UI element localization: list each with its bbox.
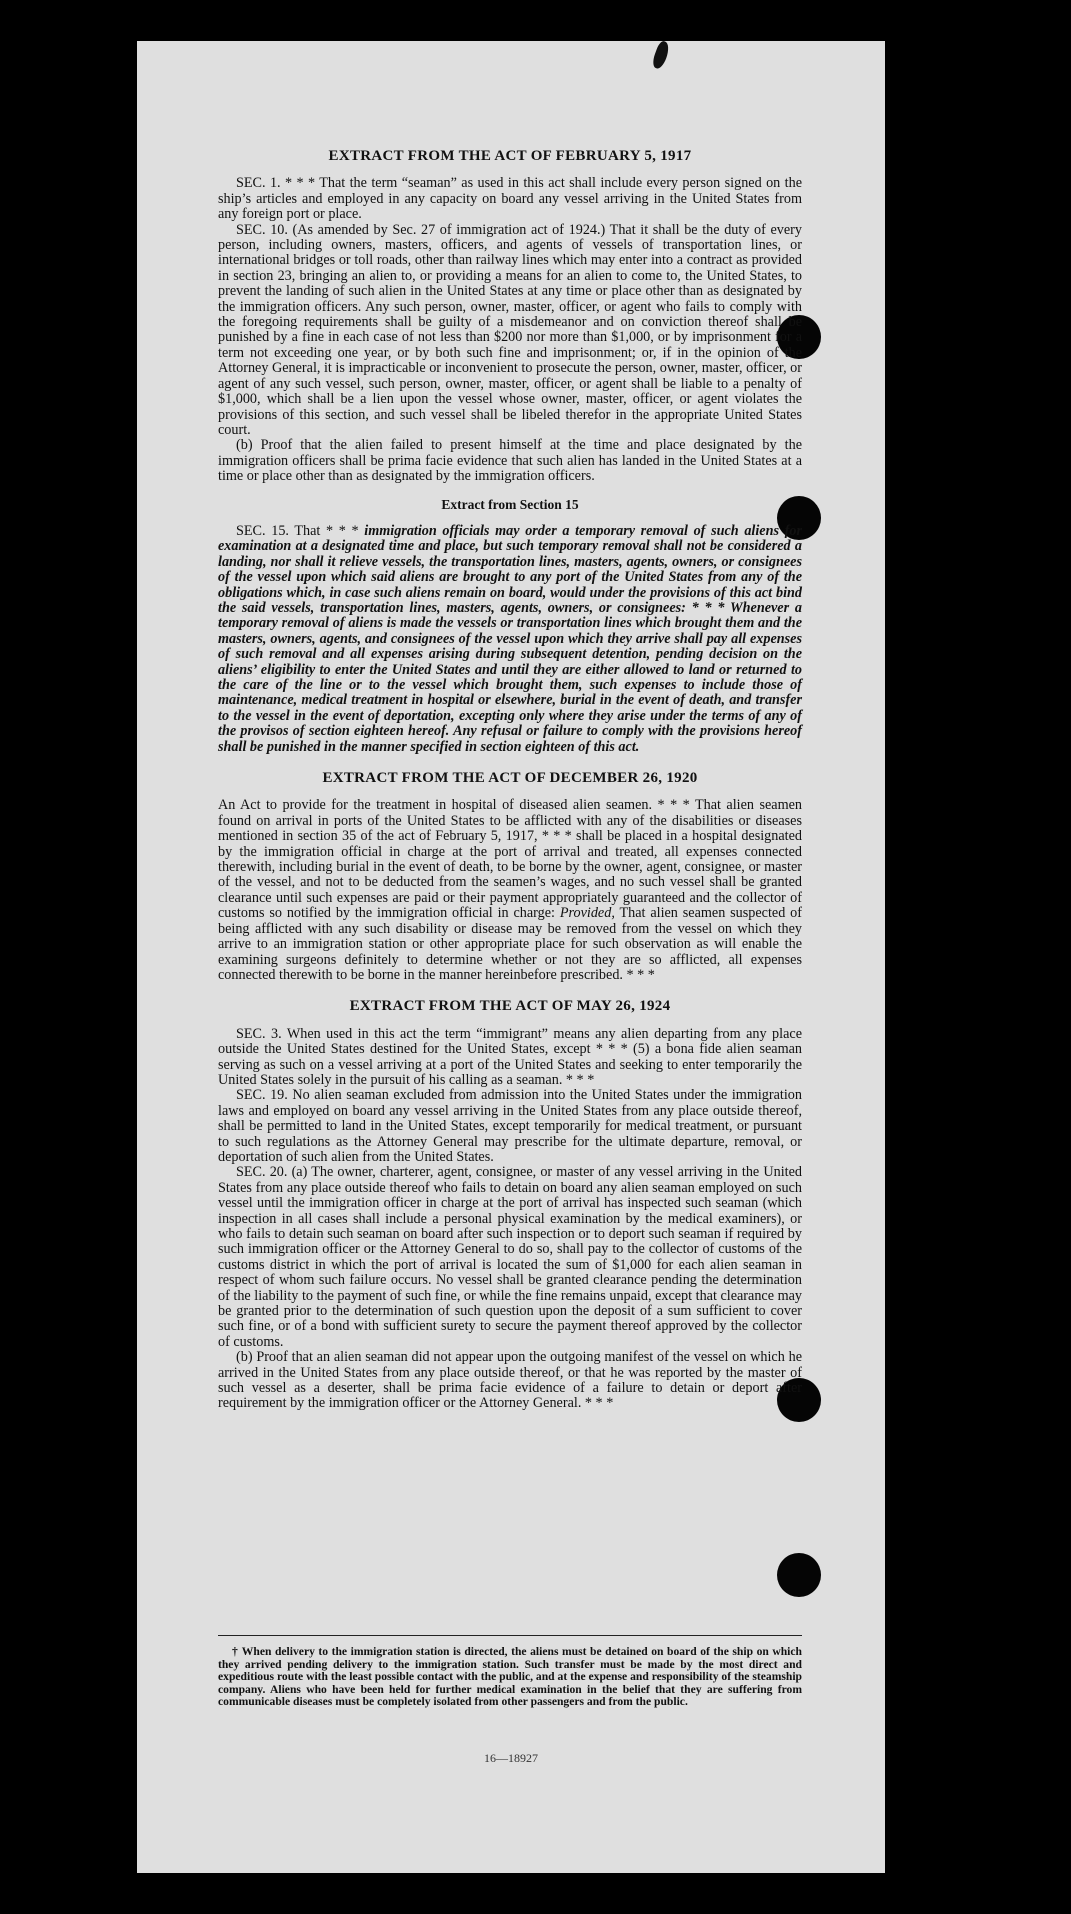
paragraph-sec20-b: (b) Proof that an alien seaman did not appear upon the outgoing manifest of the vessel on which he arrived in the United States from any place outside thereof, or that he was reported by the master of such vessel as a deserter, shall be prima facie evidence of a failure to detain or deport after requirement by the immigration officer or the Attorney General. * * * (218, 1349, 802, 1412)
document-page (137, 41, 885, 1873)
section-title-1924: EXTRACT FROM THE ACT OF MAY 26, 1924 (349, 998, 671, 1015)
ink-mark (651, 40, 672, 70)
section-title-sec15: Extract from Section 15 (441, 496, 579, 512)
paragraph-sec15 (218, 524, 802, 755)
paragraph-sec3: SEC. 3. When used in this act the term “immigrant” means any alien departing from any place outside the United States destined for the United States, except * * * (5) a bona fide alien seaman serving as such on a vessel arriving at a port of the United States and seeking to enter temporarily the United States solely in the pursuit of his calling as a seaman. * * * (218, 1025, 802, 1088)
section-title-1917: EXTRACT FROM THE ACT OF FEBRUARY 5, 1917 (328, 148, 692, 164)
punch-hole-4 (777, 1553, 821, 1597)
sec15-lead: SEC. 15. That * * * (236, 522, 365, 539)
act-1920-lead: An Act to provide for the treatment in hospital of diseased alien seamen. * * * That alien seamen found on arrival in ports of the United States to be afflicted with any of the disabilities or diseases mentioned in section 35 of the act of February 5, 1917, * * * shall be placed in a hospital designated by the immigration official in charge at the port of arrival and treated, all expenses connected therewith, including burial in the event of death, to be borne by the owner, agent, consignee, or master of the vessel, and not to be deducted from the seamen’s wages, and no such vessel shall be granted clearance until such expenses are paid or their payment appropriately guaranteed and the collector of customs so notified by the immigration official in charge: (218, 797, 802, 922)
footnote-text: † When delivery to the immigration station is directed, the aliens must be detained on board of the ship on which they arrived pending delivery to the immigration station. Such transfer must be made by the most direct and expeditious route with the least possible contact with the public, and at the expense and responsibility of the steamship company. Aliens who have been held for further medical examination in the belief that they are suffering from communicable diseases must be completely isolated from other passengers and from the public. (218, 1645, 802, 1709)
document-body (218, 149, 802, 1412)
section-title-1920: EXTRACT FROM THE ACT OF DECEMBER 26, 1920 (322, 770, 698, 787)
act-1920-tail: That alien seamen suspected of being afflicted with any such disability or disease may be removed from the vessel on which they arrive to an immigration station or other appropriate place for such observation as will enable the examining surgeons definitely to determine whether or not they are so afflicted, all expenses connected therewith to be borne in the manner hereinbefore prescribed. * * * (218, 905, 802, 983)
paragraph-sec20-a: SEC. 20. (a) The owner, charterer, agent, consignee, or master of any vessel arriving in the United States from any place outside thereof who fails to detain on board any alien seaman employed on such vessel until the immigration officer in charge at the port of arrival has inspected such seaman (which inspection in all cases shall include a personal physical examination by the medical examiners), or who fails to detain such seaman on board after such inspection or to deport such seaman if required by such immigration officer or the Attorney General to do so, shall pay to the collector of customs of the customs district in which the port of arrival is located the sum of $1,000 for each alien seaman in respect of whom such failure occurs. No vessel shall be granted clearance pending the determination of the liability to the payment of such fine, or while the fine remains unpaid, except that clearance may be granted prior to the determination of such question upon the deposit of a sum sufficient to cover such fine, or of a bond with sufficient surety to secure the payment thereof approved by the collector of customs. (218, 1164, 802, 1350)
sec15-body: immigration officials may order a temporary removal of such aliens for examination at a designated time and place, but such temporary removal shall not be considered a landing, nor shall it relieve vessels, the transportation lines, masters, agents, owners, or consignees of the vessel upon which said aliens are brought to any port of the United States from any of the obligations which, in case such aliens remain on board, would under the provisions of this act bind the said vessels, transportation lines, masters, agents, owners, or consignees: * * * Whenever a temporary removal of aliens is made the vessels or transportation lines which brought them and the masters, owners, agents, and consignees of the vessel upon which they arrive shall pay all expenses of such removal and all expenses arising during subsequent detention, pending decision on the aliens’ eligibility to enter the United States and until they are either allowed to land or returned to the care of the line or to the vessel which brought them, such expenses to include those of maintenance, medical treatment in hospital or elsewhere, burial in the event of death, and transfer to the vessel in the event of deportation, excepting only where they arise under the terms of any of the provisos of section eighteen hereof. Any refusal or failure to comply with the provisions hereof shall be punished in the manner specified in section eighteen of this act. (218, 522, 802, 755)
paragraph-sec10-b: (b) Proof that the alien failed to present himself at the time and place designated by the immigration officers shall be prima facie evidence that such alien has landed in the United States at a time or place other than as designated by the immigration officers. (218, 437, 802, 485)
act-1920-provided: Provided, (559, 905, 615, 922)
footnote (218, 1635, 802, 1709)
document-number: 16—18927 (484, 1751, 538, 1765)
paragraph-act-1920 (218, 798, 802, 983)
paragraph-sec10: SEC. 10. (As amended by Sec. 27 of immigration act of 1924.) That it shall be the duty of every person, including owners, masters, officers, and agents of vessels of transportation lines, or international bridges or toll roads, other than railway lines which may enter into a contract as provided in section 23, bringing an alien to, or providing a means for an alien to come to, the United States, to prevent the landing of such alien in the United States at any time or place other than as designated by the immigration officers. Any such person, owner, master, officer, or agent who fails to comply with the foregoing requirements shall be guilty of a misdemeanor and on conviction thereof shall be punished by a fine in each case of not less than $200 nor more than $1,000, or by imprisonment for a term not exceeding one year, or by both such fine and imprisonment; or, if in the opinion of the Attorney General, it is impracticable or inconvenient to prosecute the person, owner, master, officer, or agent of any such vessel, such person, owner, master, officer, or agent shall be liable to a penalty of $1,000, which shall be a lien upon the vessel whose owner, master, officer, or agent violates the provisions of this section, and such vessel shall be libeled therefor in the appropriate United States court. (218, 221, 802, 438)
paragraph-sec1: SEC. 1. * * * That the term “seaman” as used in this act shall include every person signed on the ship’s articles and employed in any capacity on board any vessel arriving in the United States from any foreign port or place. (218, 175, 802, 223)
paragraph-sec19: SEC. 19. No alien seaman excluded from admission into the United States under the immigration laws and employed on board any vessel arriving in the United States from any place outside thereof, shall be permitted to land in the United States, except temporarily for medical treatment, or pursuant to such regulations as the Attorney General may prescribe for the ultimate departure, removal, or deportation of such alien from the United States. (218, 1087, 802, 1165)
